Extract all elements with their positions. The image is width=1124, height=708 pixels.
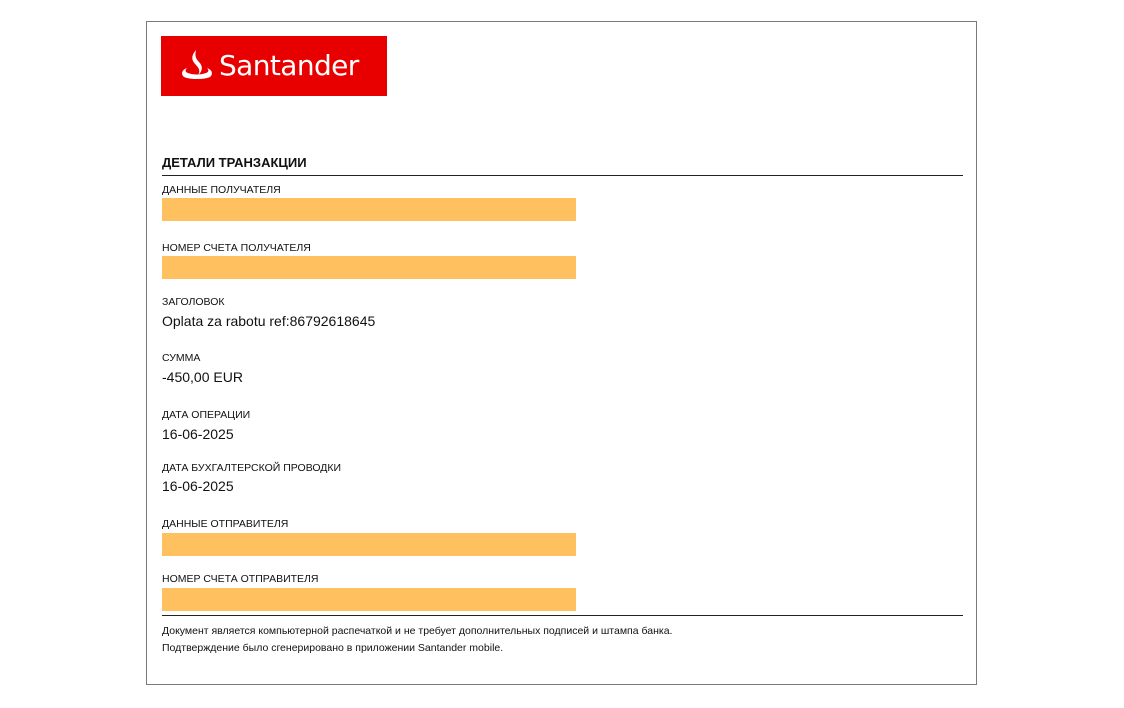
recipient-account-label: НОМЕР СЧЕТА ПОЛУЧАТЕЛЯ [162,242,311,254]
document-title: ДЕТАЛИ ТРАНЗАКЦИИ [162,155,307,170]
brand-name: Santander [219,49,359,82]
recipient-data-label: ДАННЫЕ ПОЛУЧАТЕЛЯ [162,184,281,196]
santander-flame-icon [179,48,215,84]
heading-value: Oplata za rabotu ref:86792618645 [162,313,376,329]
amount-value: -450,00 EUR [162,369,243,385]
sender-data-redaction [162,533,576,556]
sender-account-label: НОМЕР СЧЕТА ОТПРАВИТЕЛЯ [162,573,319,585]
operation-date-label: ДАТА ОПЕРАЦИИ [162,409,251,421]
sender-data-label: ДАННЫЕ ОТПРАВИТЕЛЯ [162,518,289,530]
footer-line-1: Документ является компьютерной распечаткой и не требует дополнительных подписей и штампа банка. [162,625,673,637]
amount-label: СУММА [162,352,201,364]
heading-label: ЗАГОЛОВОК [162,296,225,308]
sender-account-redaction [162,588,576,611]
operation-date-value: 16-06-2025 [162,426,234,442]
document-page [146,21,977,685]
posting-date-label: ДАТА БУХГАЛТЕРСКОЙ ПРОВОДКИ [162,462,342,474]
santander-logo [161,36,387,96]
posting-date-value: 16-06-2025 [162,478,234,494]
recipient-data-redaction [162,198,576,221]
recipient-account-redaction [162,256,576,279]
footer-line-2: Подтверждение было сгенерировано в приложении Santander mobile. [162,642,504,654]
title-divider [162,175,963,176]
footer-divider [162,615,963,616]
